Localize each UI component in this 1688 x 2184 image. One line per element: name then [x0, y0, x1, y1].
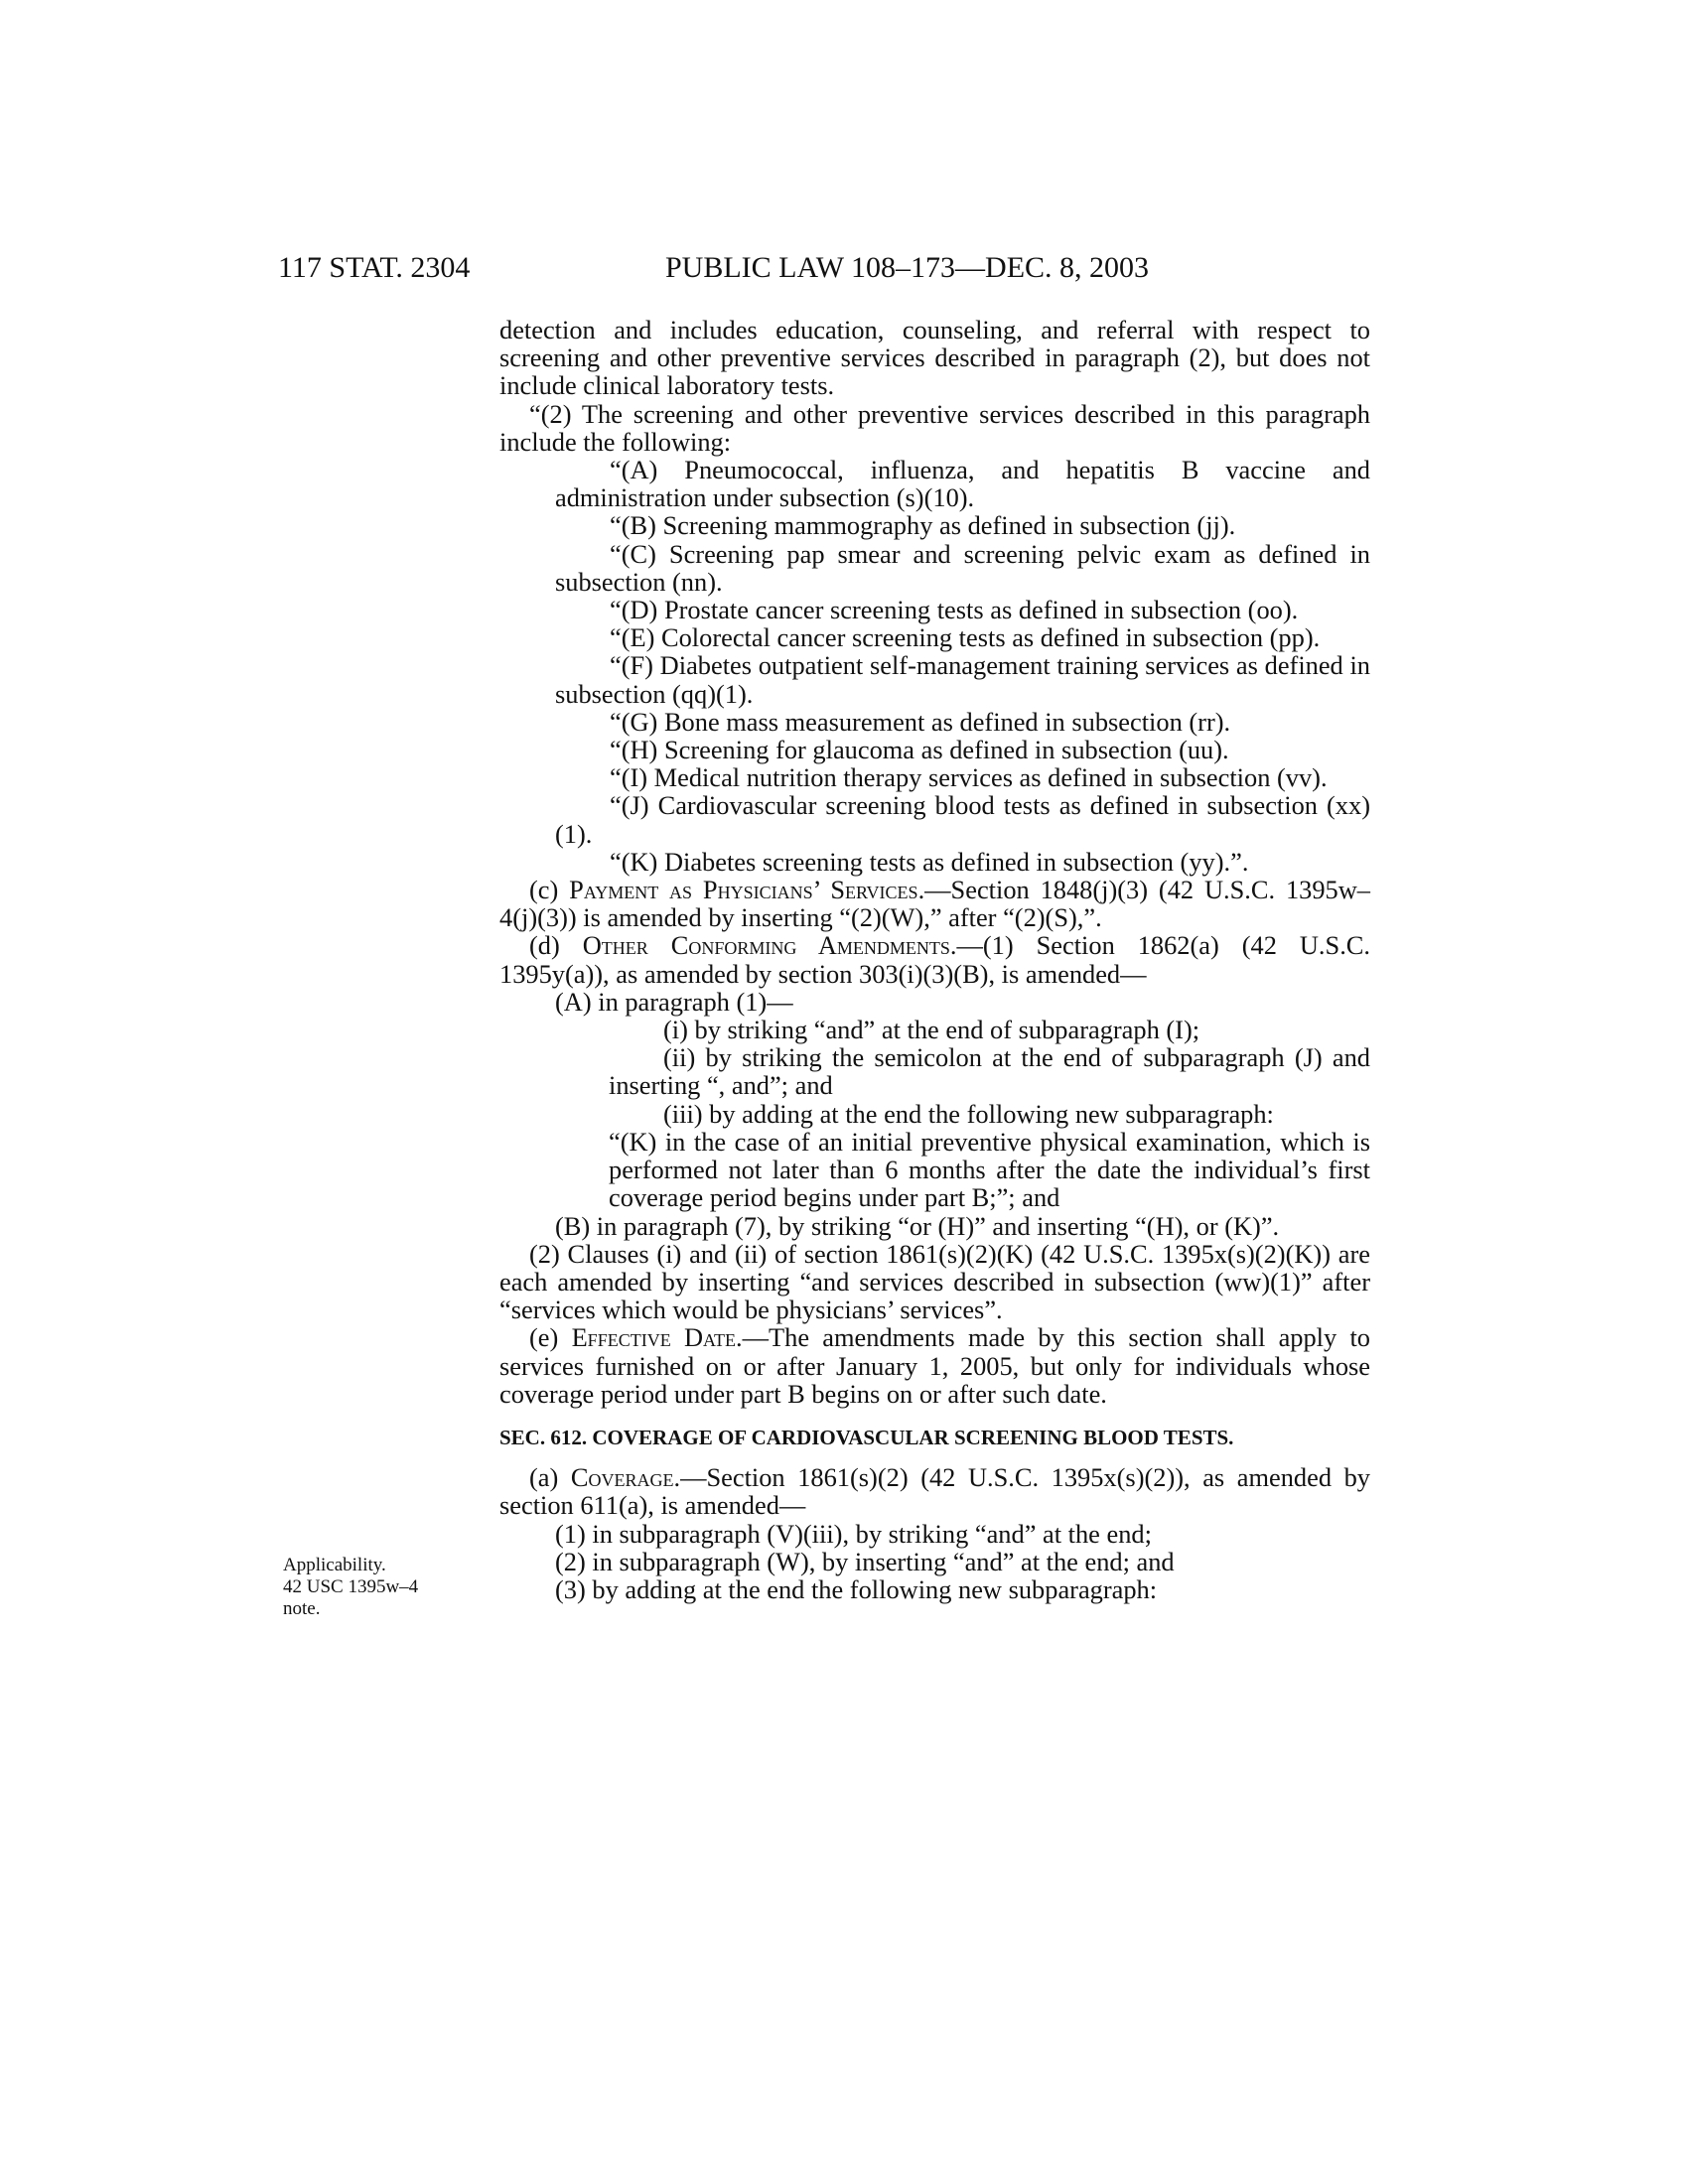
clause: (ii) by striking the semicolon at the end of subparagraph (J) and inserting “, and”; and: [609, 1042, 1370, 1101]
running-header-title: PUBLIC LAW 108–173—DEC. 8, 2003: [665, 251, 1150, 284]
clause: (3) by adding at the end the following new subparagraph:: [555, 1573, 1158, 1604]
stat-page-number: 117 STAT. 2304: [278, 251, 471, 284]
margin-note-line: note.: [283, 1598, 321, 1619]
list-item: “(B) Screening mammography as defined in subsection (jj).: [610, 510, 1236, 541]
clause: (A) in paragraph (1)—: [555, 986, 793, 1017]
margin-note-line: Applicability.: [283, 1555, 386, 1575]
paragraph-2: “(2) The screening and other preventive services described in this paragraph include the following:: [499, 398, 1370, 457]
list-item: “(F) Diabetes outpatient self-management training services as defined in subsection (qq)(1).: [555, 650, 1370, 709]
subsection-e: (e) Effective Date.—The amendments made by this section shall apply to services furnished on or after January 1, 2005, but only for individuals whose coverage period under part B begins on or after such date.: [499, 1322, 1370, 1409]
subsection-heading: Other Conforming Amendments: [582, 930, 950, 961]
subsection-c: (c) Payment as Physicians’ Services.—Section 1848(j)(3) (42 U.S.C. 1395w–4(j)(3)) is amended by inserting “(2)(W),” after “(2)(S),”.: [499, 875, 1370, 933]
list-item: “(K) Diabetes screening tests as defined in subsection (yy).”.: [610, 846, 1249, 877]
paragraph: (2) Clauses (i) and (ii) of section 1861(s)(2)(K) (42 U.S.C. 1395x(s)(2)(K)) are each amended by inserting “and services described in subsection (ww)(1)” after “services which would be physicians’ services”.: [499, 1238, 1370, 1325]
clause: (i) by striking “and” at the end of subparagraph (I);: [663, 1015, 1200, 1045]
margin-note: [283, 1555, 472, 1620]
clause: “(K) in the case of an initial preventive physical examination, which is performed not later than 6 months after the date the individual’s first coverage period begins under part B;”; and: [609, 1126, 1370, 1213]
clause: (B) in paragraph (7), by striking “or (H)” and inserting “(H), or (K)”.: [555, 1210, 1280, 1241]
list-item: “(C) Screening pap smear and screening pelvic exam as defined in subsection (nn).: [555, 538, 1370, 597]
clause: (1) in subparagraph (V)(iii), by striking “and” at the end;: [555, 1518, 1152, 1549]
list-item: “(A) Pneumococcal, influenza, and hepatitis B vaccine and administration under subsection (s)(10).: [555, 455, 1370, 513]
list-item: “(G) Bone mass measurement as defined in subsection (rr).: [610, 706, 1231, 737]
subsection-a: (a) Coverage.—Section 1861(s)(2) (42 U.S.C. 1395x(s)(2)), as amended by section 611(a), is amended—: [499, 1462, 1370, 1521]
section-heading: SEC. 612. COVERAGE OF CARDIOVASCULAR SCREENING BLOOD TESTS.: [499, 1425, 1234, 1449]
list-item: “(I) Medical nutrition therapy services as defined in subsection (vv).: [610, 762, 1328, 793]
list-item: “(E) Colorectal cancer screening tests as defined in subsection (pp).: [610, 622, 1321, 653]
clause: (iii) by adding at the end the following new subparagraph:: [663, 1098, 1274, 1129]
subsection-heading: Coverage: [570, 1462, 674, 1493]
document-body: [499, 316, 1370, 1603]
clause: (2) in subparagraph (W), by inserting “and” at the end; and: [555, 1546, 1175, 1576]
subsection-heading: Payment as Physicians’ Services: [569, 875, 918, 905]
subsection-heading: Effective Date: [571, 1322, 737, 1353]
list-item: “(H) Screening for glaucoma as defined in subsection (uu).: [610, 735, 1229, 765]
paragraph-continuation: detection and includes education, counseling, and referral with respect to screening and other preventive services described in paragraph (2), but does not include clinical laboratory tests.: [499, 315, 1370, 401]
list-item: “(J) Cardiovascular screening blood tests as defined in subsection (xx)(1).: [555, 790, 1370, 849]
list-item: “(D) Prostate cancer screening tests as defined in subsection (oo).: [610, 595, 1299, 625]
subsection-d: (d) Other Conforming Amendments.—(1) Section 1862(a) (42 U.S.C. 1395y(a)), as amended by section 303(i)(3)(B), is amended—: [499, 930, 1370, 989]
margin-note-line: 42 USC 1395w–4: [283, 1576, 419, 1597]
